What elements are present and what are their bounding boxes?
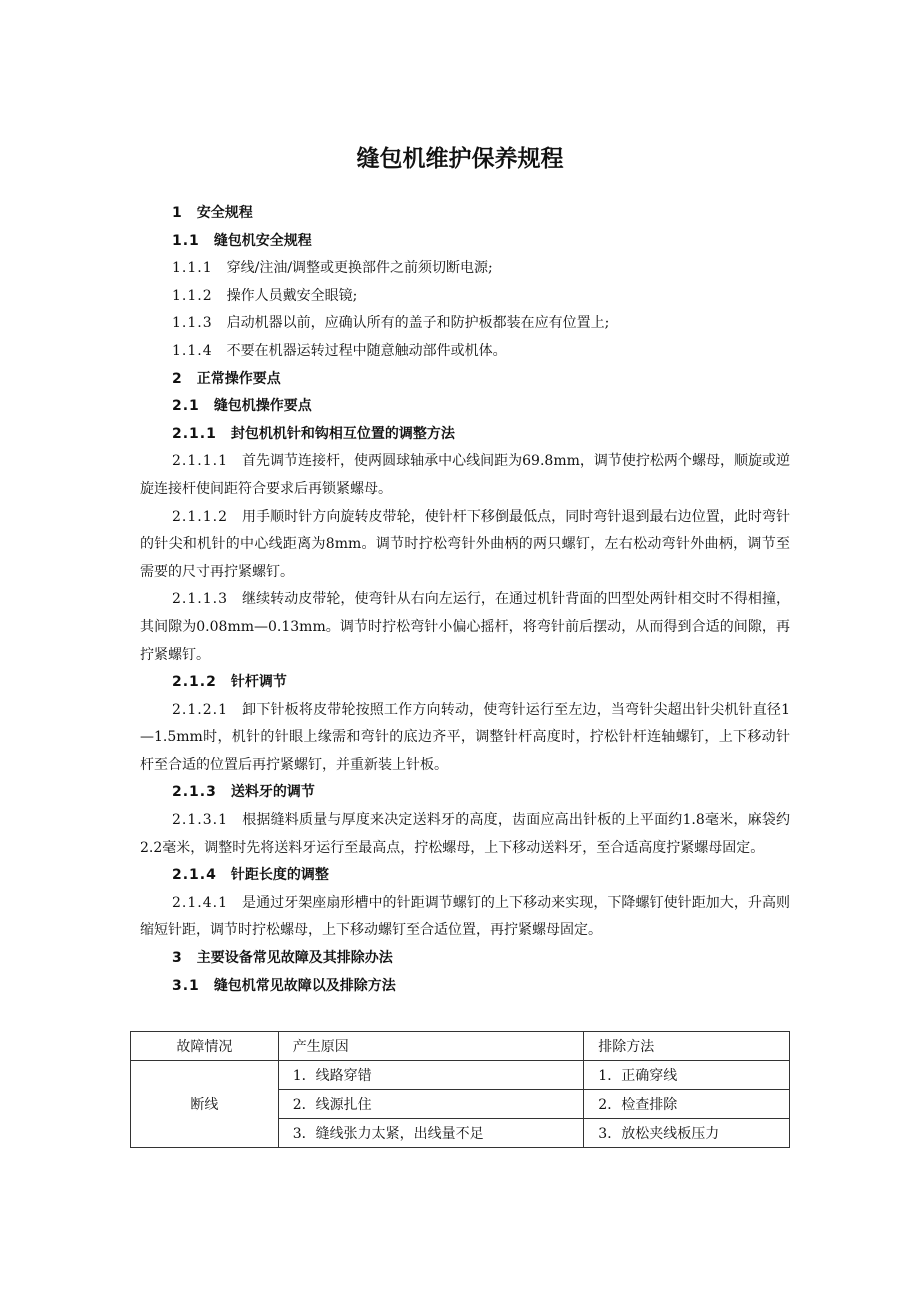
section-heading: 3.1 缝包机常见故障以及排除方法 (172, 977, 396, 994)
paragraph: 2.1.2.1 卸下针板将皮带轮按照工作方向转动，使弯针运行至左边，当弯针尖超出针尖机针直径1—1.5mm时，机针的针眼上缘需和弯针的底边齐平，调整针杆高度时，拧松针杆连轴螺钉，上下移动针杆至合适的位置后再拧紧螺钉，并重新装上针板。 (140, 701, 790, 773)
table-cell: 1．线路穿错 (278, 1061, 584, 1090)
table-cell-fault: 断线 (131, 1061, 279, 1148)
list-item: 1.1.4 不要在机器运转过程中随意触动部件或机体。 (172, 342, 507, 359)
section-heading: 2.1.2 针杆调节 (172, 674, 287, 691)
paragraph: 2.1.1.3 继续转动皮带轮，使弯针从右向左运行，在通过机针背面的凹型处两针相交时不得相撞，其间隙为0.08mm—0.13mm。调节时拧松弯针小偏心摇杆，将弯针前后摆动，从而得到合适的间隙，再拧紧螺钉。 (140, 591, 790, 663)
section-heading: 2.1.3 送料牙的调节 (172, 784, 315, 801)
section-heading: 2.1.4 针距长度的调整 (172, 867, 329, 884)
table-header: 排除方法 (584, 1032, 790, 1061)
table-row (131, 1061, 790, 1090)
table-header-row (131, 1032, 790, 1061)
table-cell: 3．放松夹线板压力 (584, 1119, 790, 1148)
table-cell: 2．线源扎住 (278, 1090, 584, 1119)
section-heading: 1.1 缝包机安全规程 (172, 232, 312, 249)
table-cell: 3．缝线张力太紧，出线量不足 (278, 1119, 584, 1148)
section-heading: 2 正常操作要点 (172, 370, 281, 387)
table-cell: 2．检查排除 (584, 1090, 790, 1119)
table-cell: 1．正确穿线 (584, 1061, 790, 1090)
fault-table (130, 1031, 790, 1148)
section-heading: 2.1 缝包机操作要点 (172, 398, 312, 415)
table-header: 故障情况 (131, 1032, 279, 1061)
table-header: 产生原因 (278, 1032, 584, 1061)
section-heading: 1 安全规程 (172, 205, 253, 221)
document-body (140, 200, 790, 1000)
section-heading: 3 主要设备常见故障及其排除办法 (172, 950, 393, 967)
paragraph: 2.1.3.1 根据缝料质量与厚度来决定送料牙的高度，齿面应高出针板的上平面约1.8毫米，麻袋约2.2毫米，调整时先将送料牙运行至最高点，拧松螺母，上下移动送料牙，至合适高度拧紧螺母固定。 (140, 812, 790, 856)
section-heading: 2.1.1 封包机机针和钩相互位置的调整方法 (172, 425, 455, 442)
list-item: 1.1.3 启动机器以前，应确认所有的盖子和防护板都装在应有位置上; (172, 315, 610, 332)
paragraph: 2.1.1.1 首先调节连接杆，使两圆球轴承中心线间距为69.8mm，调节使拧松两个螺母，顺旋或逆旋连接杆使间距符合要求后再锁紧螺母。 (140, 453, 790, 497)
list-item: 1.1.1 穿线/注油/调整或更换部件之前须切断电源; (172, 260, 493, 277)
list-item: 1.1.2 操作人员戴安全眼镜; (172, 287, 358, 304)
paragraph: 2.1.4.1 是通过牙架座扇形槽中的针距调节螺钉的上下移动来实现，下降螺钉使针距加大，升高则缩短针距，调节时拧松螺母，上下移动螺钉至合适位置，再拧紧螺母固定。 (140, 894, 790, 939)
document-title: 缝包机维护保养规程 (356, 146, 564, 172)
paragraph: 2.1.1.2 用手顺时针方向旋转皮带轮，使针杆下移倒最低点，同时弯针退到最右边位置，此时弯针的针尖和机针的中心线距离为8mm。调节时拧松弯针外曲柄的两只螺钉，左右松动弯针外曲柄，调节至需要的尺寸再拧紧螺钉。 (140, 508, 790, 580)
